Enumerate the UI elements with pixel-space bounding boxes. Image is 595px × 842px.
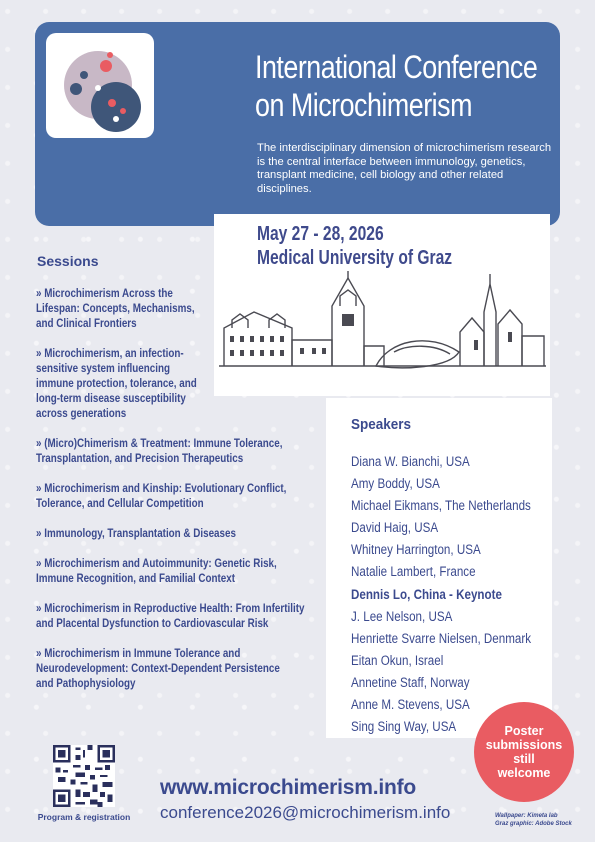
session-item: » Microchimerism in Immune Tolerance and Neurodevelopment: Context-Dependent Persistence and Pathophysiology (36, 646, 280, 690)
conference-logo (46, 33, 154, 138)
qr-label: Program & registration (37, 812, 131, 822)
session-item: » Microchimerism and Autoimmunity: Genetic Risk, Immune Recognition, and Familial Context (36, 556, 277, 585)
speaker-item: Michael Eikmans, The Netherlands (351, 498, 531, 514)
title-line-1: International Conference (255, 49, 538, 85)
session-item: » (Micro)Chimerism & Treatment: Immune Tolerance, Transplantation, and Precision Therapeutics (36, 436, 283, 465)
poster-submissions-badge (474, 702, 574, 802)
speaker-item: Whitney Harrington, USA (351, 542, 481, 558)
session-item: » Microchimerism and Kinship: Evolutionary Conflict, Tolerance, and Cellular Competition (36, 481, 287, 510)
badge-line-3: still (513, 752, 535, 766)
credit-graphic: Graz graphic: Adobe Stock (495, 820, 572, 827)
speakers-heading: Speakers (351, 416, 412, 433)
speaker-item: Amy Boddy, USA (351, 476, 440, 492)
sessions-heading: Sessions (37, 253, 99, 269)
speaker-item: Eitan Okun, Israel (351, 652, 444, 668)
qr-code-icon[interactable] (53, 745, 115, 807)
badge-line-2: submissions (485, 738, 563, 752)
session-item: » Microchimerism Across the Lifespan: Concepts, Mechanisms, and Clinical Frontiers (36, 286, 195, 330)
speaker-item: Sing Sing Way, USA (351, 719, 457, 735)
speakers-panel (326, 398, 552, 738)
speaker-item: J. Lee Nelson, USA (351, 608, 453, 624)
event-date: May 27 - 28, 2026 (257, 223, 384, 245)
sessions-list (36, 286, 336, 706)
speaker-item: Henriette Svarre Nielsen, Denmark (351, 630, 532, 646)
image-credits (495, 813, 572, 828)
conference-title (255, 48, 538, 124)
speaker-item: David Haig, USA (351, 520, 439, 536)
speaker-item: Natalie Lambert, France (351, 564, 476, 580)
speaker-item: Anne M. Stevens, USA (351, 697, 470, 713)
session-item: » Immunology, Transplantation & Diseases (36, 526, 236, 540)
session-item: » Microchimerism, an infection-sensitive system influencing immune protection, tolerance, and long-term disease susceptibility across generations (36, 346, 197, 420)
email-link[interactable]: conference2026@microchimerism.info (160, 803, 451, 822)
website-link[interactable]: www.microchimerism.info (160, 776, 417, 799)
cells-logo-icon (46, 33, 154, 138)
speaker-item-keynote: Dennis Lo, China - Keynote (351, 586, 502, 602)
credit-wallpaper: Wallpaper: Kimeta lab (495, 813, 558, 819)
event-venue: Medical University of Graz (257, 247, 453, 269)
intro-text: The interdisciplinary dimension of microchimerism research is the central interface between immunology, genetics, transplant medicine, cell biology and other related disciplines. (257, 142, 552, 195)
event-date-venue (257, 222, 452, 270)
speakers-list (351, 451, 595, 738)
badge-line-4: welcome (497, 766, 551, 780)
session-item: » Microchimerism in Reproductive Health: From Infertility and Placental Dysfunction to Cardiovascular Risk (36, 601, 305, 630)
badge-line-1: Poster (504, 724, 544, 738)
speaker-item: Annetine Staff, Norway (351, 674, 470, 690)
header-banner (35, 22, 560, 226)
speaker-item: Diana W. Bianchi, USA (351, 454, 470, 469)
title-line-2: on Microchimerism (255, 87, 472, 123)
